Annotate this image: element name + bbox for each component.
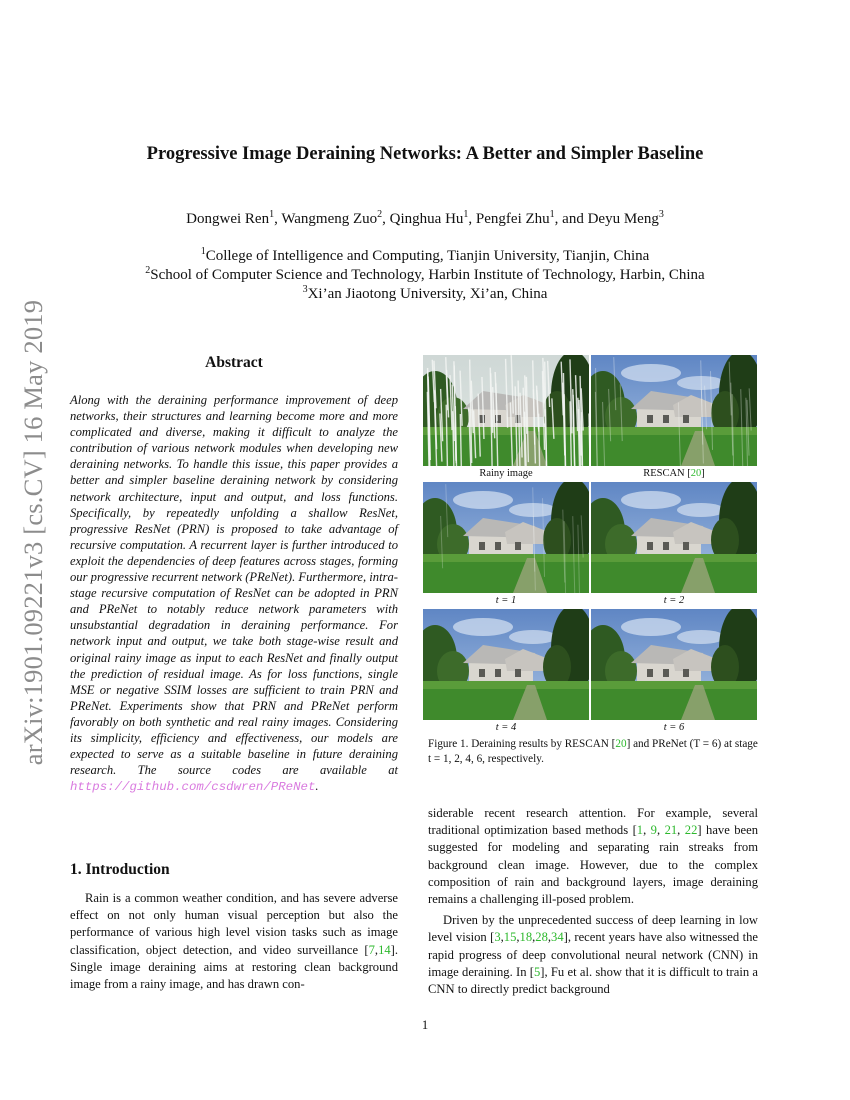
author: Dongwei Ren$^1$,	[186, 209, 282, 227]
window	[479, 669, 485, 677]
window	[647, 542, 653, 550]
cloud	[453, 491, 513, 509]
figure-panel	[423, 609, 589, 720]
figure-panel	[591, 609, 757, 720]
window	[647, 415, 653, 423]
panel-label: RESCAN [20]	[643, 468, 705, 479]
panel-label: Rainy image	[479, 468, 533, 479]
citation-link[interactable]: 20	[690, 468, 702, 479]
figure-panel	[591, 355, 757, 466]
page-number: 1	[421, 1018, 429, 1032]
window	[663, 669, 669, 677]
figure-caption: Figure 1. Deraining results by RESCAN [20] and PReNet (T = 6) at stage t = 1, 2, 4, 6, respectively.	[428, 738, 758, 765]
window	[647, 669, 653, 677]
window	[479, 542, 485, 550]
panel-label: t = 1	[495, 595, 517, 606]
cloud	[621, 364, 681, 382]
intro-column-right: siderable recent research attention. For example, several traditional optimization based methods [1, 9, 21, 22] have been suggested for modeling and separating rain streaks from background clean image. However, due to the complex composition of rain and background layers, image deraining remains a challenging ill-posed problem. Driven by the unprecedented success of deep learning in low level vision [3,15,18,28,34], recent years have also witnessed the rapid progress of deep convolutional neural network (CNN) in image deraining. In [5], Fu et al. show that it is difficult to train a CNN to directly predict background	[428, 806, 759, 997]
intro-column-left: Rain is a common weather condition, and has severe adverse effect on not only human visual perception but also the performance of various high level vision tasks such as image classification, object detection, and video surveillance [7,14]. Single image deraining aims at restoring clean background image from a rainy image, and has drawn con-	[70, 891, 398, 992]
window	[495, 415, 501, 423]
figure-1	[423, 355, 757, 735]
window	[495, 542, 501, 550]
citation-link[interactable]: 7	[368, 942, 375, 957]
panel-label: t = 2	[663, 595, 685, 606]
paper-title: Progressive Image Deraining Networks: A Better and Simpler Baseline	[146, 144, 704, 164]
lawn	[591, 681, 757, 689]
author-list	[0, 211, 850, 228]
affiliation: $^2$School of Computer Science and Technology, Harbin Institute of Technology, Harbin, China	[145, 265, 705, 283]
window	[683, 669, 689, 677]
citation-link[interactable]: 5	[534, 964, 541, 979]
window	[515, 669, 521, 677]
lawn	[423, 681, 589, 689]
lawn	[591, 554, 757, 562]
window	[663, 542, 669, 550]
arxiv-identifier-text: arXiv:1901.09221v3 [cs.CV] 16 May 2019	[18, 299, 49, 766]
cloud	[621, 618, 681, 636]
author: Pengfei Zhu$^1$, and	[475, 209, 588, 227]
citation-link[interactable]: 3	[494, 930, 501, 945]
author: Deyu Meng$^3$	[587, 209, 664, 227]
author: Wangmeng Zuo$^2$,	[281, 209, 390, 227]
figure-panel	[423, 482, 589, 593]
affiliation: $^3$Xi’an Jiaotong University, Xi’an, China	[302, 284, 548, 302]
arxiv-identifier	[12, 285, 56, 780]
panel-label: t = 6	[663, 722, 685, 733]
window	[479, 415, 485, 423]
affiliation: $^1$College of Intelligence and Computing, Tianjin University, Tianjin, China	[200, 246, 650, 264]
cloud	[453, 618, 513, 636]
citation-link[interactable]: 20	[615, 738, 627, 750]
cloud	[677, 630, 725, 644]
cloud	[621, 491, 681, 509]
abstract-heading: Abstract	[205, 354, 263, 371]
window	[663, 415, 669, 423]
window	[683, 542, 689, 550]
author: Qinghua Hu$^1$,	[389, 209, 476, 227]
figure-panel	[423, 355, 589, 466]
cloud	[509, 630, 557, 644]
citation-link[interactable]: 21	[664, 823, 678, 838]
citation-link[interactable]: 22	[684, 823, 698, 838]
citation-link[interactable]: 1	[636, 823, 644, 838]
citation-link[interactable]: 28	[535, 930, 548, 945]
citation-link[interactable]: 34	[551, 930, 564, 945]
citation-link[interactable]: 9	[650, 823, 657, 838]
abstract-body: Along with the deraining performance improvement of deep networks, their structures and learning become more and more complicated and diverse, making it difficult to analyze the contribution of various network modules when developing new deraining networks. To handle this issue, this paper provides a better and simpler baseline deraining network by considering network architecture, input and output, and loss functions. Specifically, by repeatedly unfolding a shallow ResNet, progressive ResNet (PRN) is proposed to take advantage of recursive computation. A recurrent layer is further introduced to exploit the dependencies of deep features across stages, forming our progressive recurrent network (PReNet). Furthermore, intra-stage recursive computation of ResNet can be adopted in PRN and PReNet to notably reduce network parameters with unsubstantial degradation in deraining performance. For network input and output, we take both stage-wise result and original rainy image as input to each ResNet and finally output the prediction of residual image. As for loss functions, single MSE or negative SSIM losses are sufficient to train PRN and PReNet. Experiments show that PRN and PReNet perform favorably on both synthetic and real rainy images. Considering its simplicity, efficiency and effectiveness, our models are expected to serve as a suitable baseline in future deraining research. The source codes are available at https://github.com/csdwren/PReNet.	[70, 393, 398, 795]
window	[495, 669, 501, 677]
figure-panel	[591, 482, 757, 593]
window	[683, 415, 689, 423]
code-link[interactable]: https://github.com/csdwren/PReNet	[70, 780, 316, 795]
citation-link[interactable]: 14	[378, 942, 391, 957]
window	[515, 542, 521, 550]
citation-link[interactable]: 15	[503, 930, 517, 945]
section-heading: 1. Introduction	[70, 861, 170, 878]
citation-link[interactable]: 18	[519, 930, 533, 945]
cloud	[677, 503, 725, 517]
panel-label: t = 4	[495, 722, 517, 733]
